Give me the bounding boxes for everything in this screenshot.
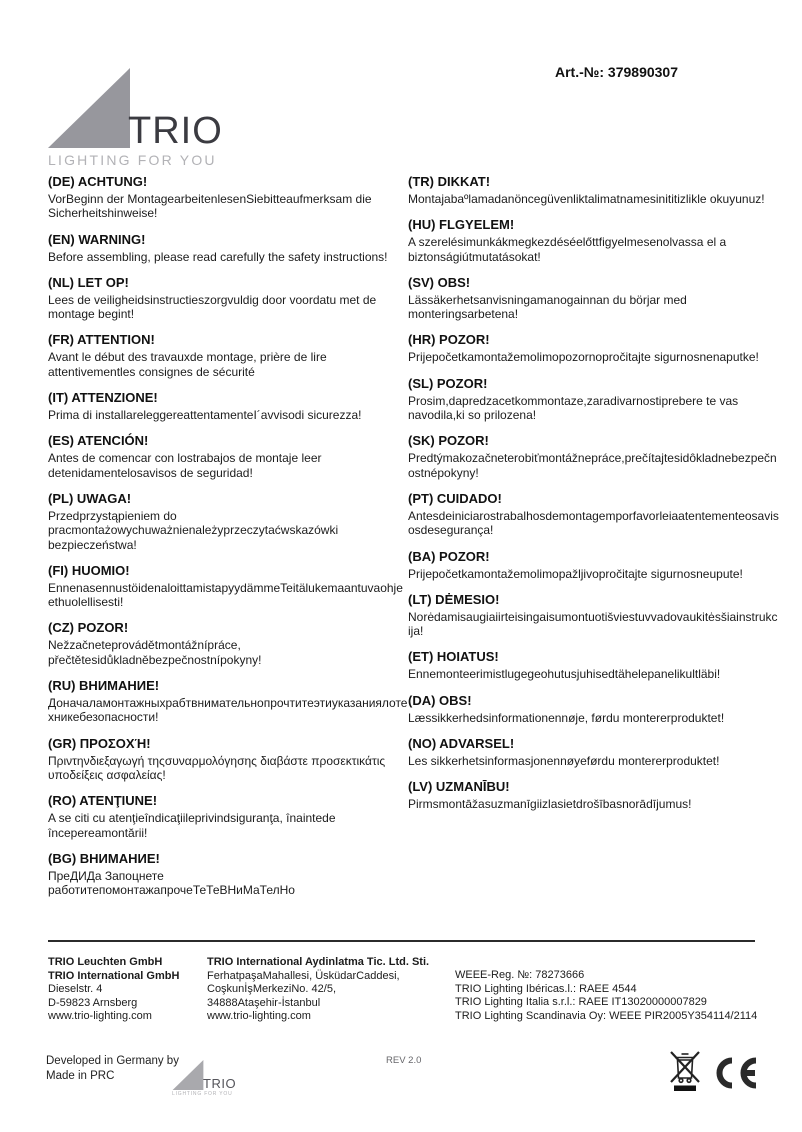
footer-company-turkey [207, 956, 455, 1024]
footer-line-bold: TRIO International Aydinlatma Tic. Ltd. Sti. [207, 956, 430, 968]
warning-section [408, 491, 780, 538]
warnings-area [48, 174, 782, 908]
warning-section [48, 174, 408, 221]
warning-title: (PT) CUIDADO! [408, 490, 502, 506]
footer-line: Dieselstr. 4 [48, 983, 103, 995]
warning-body: Norėdamisaugiaiirteisingaisumontuotišviestuvvadovaukitėsšiainstrukcija! [408, 609, 778, 639]
ce-mark-icon [714, 1056, 760, 1090]
footer-line: TRIO Lighting Ibéricas.l.: RAEE 4544 [455, 982, 637, 995]
warning-section [408, 174, 780, 206]
trio-logo [48, 68, 223, 168]
warning-title: (SL) POZOR! [408, 375, 488, 391]
warning-title: (DE) ACHTUNG! [48, 174, 148, 189]
warning-title: (SV) OBS! [408, 274, 471, 290]
warning-title: (RO) ATENŢIUNE! [48, 793, 158, 809]
trio-logo-small [172, 1060, 236, 1097]
warning-body: Prijepočetkamontažemolimopažljivopročitajte sigurnosneupute! [408, 566, 743, 581]
warning-section [48, 563, 408, 610]
warning-title: (EN) WARNING! [48, 231, 146, 247]
footer-line: www.trio-lighting.com [48, 1010, 152, 1022]
logo-tagline: LIGHTING FOR YOU [172, 1091, 233, 1097]
warning-section [48, 433, 408, 480]
footer-line: FerhatpaşaMahallesi, ÜsküdarCaddesi, [207, 969, 400, 982]
warning-title: (HU) FLGYELEM! [408, 217, 515, 233]
warning-section [408, 332, 780, 364]
warning-body: Prosim,dapredzacetkommontaze,zaradivarnostiprebere te vas navodila,ki so prilozena! [408, 393, 739, 423]
footer-line: CoşkunİşMerkeziNo. 42/5, [207, 983, 336, 995]
footer-addresses [48, 956, 802, 1024]
warning-body: Before assembling, please read carefully the safety instructions! [48, 249, 388, 264]
warning-section [48, 851, 408, 898]
warning-title: (RU) ВНИМАНИЕ! [48, 678, 160, 694]
warning-title: (BG) ВНИМАНИЕ! [48, 850, 160, 866]
warning-section [408, 779, 780, 811]
warning-title: (FI) HUOMIO! [48, 562, 130, 578]
warning-body: VorBeginn der MontagearbeitenlesenSiebitteaufmerksam die Sicherheitshinweise! [48, 192, 372, 221]
warning-section [48, 793, 408, 840]
warnings-column-left [48, 174, 408, 908]
warning-section [48, 491, 408, 552]
origin-note [46, 1054, 179, 1084]
warning-title: (FR) ATTENTION! [48, 332, 155, 348]
warning-body: Avant le début des travauxde montage, prière de lire attentivementles consignes de sécurité [48, 350, 327, 379]
warning-title: (DA) OBS! [408, 692, 472, 708]
warning-body: Antesdeiniciarostrabalhosdemontagemporfavorleiaatentementeosavisosdesegurança! [408, 508, 779, 538]
warning-body: Prijepočetkamontažemolimopozornopročitajte sigurnosnenaputke! [408, 350, 759, 365]
warning-section [48, 678, 408, 725]
warning-body: Antes de comencar con lostrabajos de montaje leer detenidamentelosavisos de seguridad! [48, 451, 322, 480]
logo-triangle-icon [48, 68, 130, 148]
warning-body: Læssikkerhedsinformationennøje, førdu montererproduktet! [408, 710, 725, 725]
warning-section [408, 693, 780, 725]
warning-section [48, 736, 408, 783]
warnings-column-right [408, 174, 780, 908]
footer-line: TRIO Lighting Scandinavia Oy: WEEE PIR2005Y354114/2114 [455, 1009, 758, 1022]
warning-title: (GR) ΠΡΟΣΟΧΉ! [48, 735, 151, 751]
revision-label: REV 2.0 [386, 1055, 422, 1066]
warning-body: Nežzačneteprovádětmontážnípráce, přečtětesidůkladněbezpečnostnípokyny! [48, 638, 262, 667]
footer-weee-registrations [455, 969, 802, 1024]
warning-body: Przedprzystąpieniem do pracmontażowychuważnienależyprzeczytaćwskazówki bezpieczeństwa! [48, 508, 339, 552]
warning-section [48, 332, 408, 379]
warning-title: (NO) ADVARSEL! [408, 736, 515, 752]
warning-section [408, 649, 780, 681]
warning-body: Predtýmakozačneterobiťmontážnepráce,prečítajtesidôkladnebezpečnostnépokyny! [408, 451, 777, 480]
warning-body: Ennemonteerimistlugegeohutusjuhisedtähelepanelikultläbi! [408, 667, 721, 682]
warning-section [408, 736, 780, 768]
warning-section [408, 592, 780, 639]
footer-divider [48, 940, 755, 942]
footer-line: TRIO Lighting Italia s.r.l.: RAEE IT13020000007829 [455, 996, 707, 1008]
footer-line: 34888Ataşehir-İstanbul [207, 996, 321, 1009]
warning-title: (CZ) POZOR! [48, 620, 129, 636]
warning-body: Montajabaºlamadanöncegüvenliktalimatnamesinititizlikle okuyunuz! [408, 192, 765, 206]
warning-body: Πριντηνδιεξαγωγή τηςσυναρμολόγησης διαβάστε προσεκτικάτις υποδείξεις ασφαλείας! [48, 753, 386, 782]
footer-line: WEEE-Reg. №: 78273666 [455, 969, 585, 981]
warning-body: Pirmsmontāžasuzmanīgiizlasietdrošībasnorādījumus! [408, 797, 692, 812]
warning-title: (BA) POZOR! [408, 548, 490, 564]
warning-section [48, 390, 408, 422]
footer-line-bold: TRIO International GmbH [48, 969, 180, 982]
warning-title: (LV) UZMANĪBU! [408, 779, 510, 795]
warning-title: (IT) ATTENZIONE! [48, 390, 158, 406]
warning-section [408, 217, 780, 264]
warning-section [408, 275, 780, 322]
warning-body: Lees de veiligheidsinstructieszorgvuldig door voordatu met de montage begint! [48, 292, 377, 322]
warning-title: (HR) POZOR! [408, 332, 490, 348]
warning-title: (SK) POZOR! [408, 433, 489, 449]
weee-crossed-out-bin-icon [668, 1048, 702, 1092]
warning-body: EnnenasennustöidenaloittamistapyydämmeTeitälukemaantuvaohjeethuolellisesti! [48, 580, 403, 610]
warning-title: (PL) UWAGA! [48, 490, 132, 506]
warning-body: Lässäkerhetsanvisningamanogainnan du börjar med monteringsarbetena! [408, 292, 687, 322]
warning-title: (TR) DIKKAT! [408, 174, 491, 189]
warning-body: Les sikkerhetsinformasjonennøyeførdu montererproduktet! [408, 754, 720, 769]
warning-body: ПреДИДа Запоцнете работитепомонтажапрочеТеТеВНиМаТелНо [48, 868, 295, 898]
warning-section [48, 275, 408, 322]
article-number: Art.-№: 379890307 [555, 64, 679, 80]
warning-section [408, 549, 780, 581]
warning-title: (LT) DĖMESIO! [408, 591, 500, 607]
origin-note-line2: Made in PRC [46, 1070, 115, 1082]
warning-section [48, 232, 408, 264]
logo-wordmark: TRIO [128, 110, 223, 152]
warning-body: Доначаламонтажныхрабтвнимательнопрочтитеэтиуказаниялотехникебезопасности! [48, 696, 408, 725]
warning-section [408, 376, 780, 423]
warning-body: A se citi cu atenţieîndicaţiileprivindsiguranţa, înaintede începereamontării! [48, 811, 336, 840]
footer-company-germany [48, 956, 207, 1024]
logo-tagline: LIGHTING FOR YOU [48, 152, 217, 168]
warning-title: (NL) LET OP! [48, 274, 129, 290]
footer-line: D-59823 Arnsberg [48, 996, 138, 1009]
footer-line-bold: TRIO Leuchten GmbH [48, 956, 163, 968]
warning-body: A szerelésimunkákmegkezdéséelőttfigyelmesenolvassa el a biztonságiútmutatásokat! [408, 235, 727, 264]
warning-title: (ET) HOIATUS! [408, 649, 499, 665]
warning-section [48, 620, 408, 667]
logo-triangle-icon [172, 1060, 204, 1090]
footer-line: www.trio-lighting.com [207, 1010, 311, 1022]
warning-title: (ES) ATENCIÓN! [48, 433, 149, 449]
warning-section [408, 433, 780, 480]
logo-wordmark: TRIO [203, 1076, 237, 1091]
origin-note-line1: Developed in Germany by [46, 1055, 179, 1067]
warning-body: Prima di installareleggereattentamenteI´avvisodi sicurezza! [48, 408, 362, 423]
